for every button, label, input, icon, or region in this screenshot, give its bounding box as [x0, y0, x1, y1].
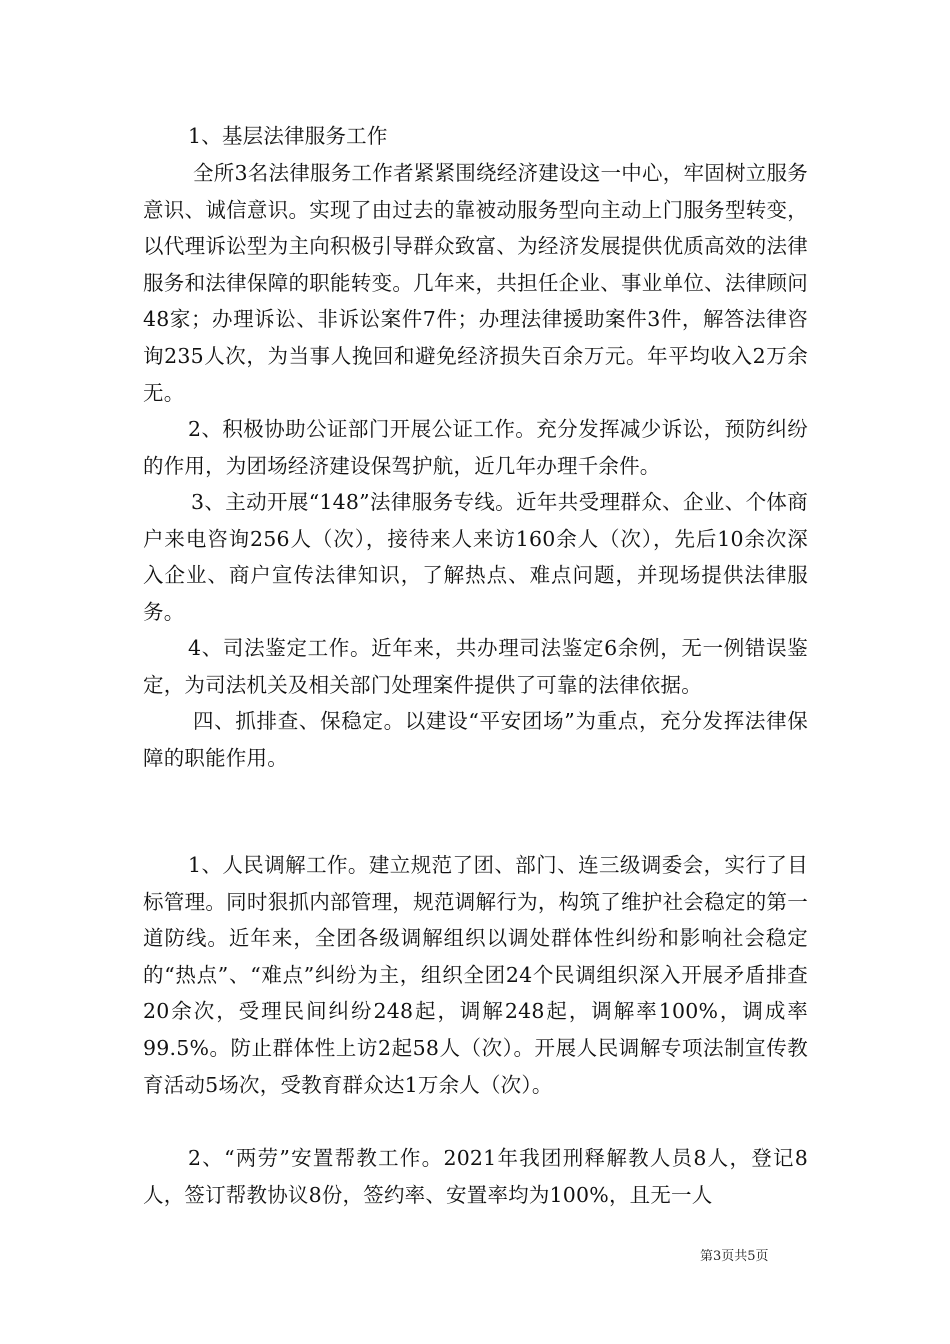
paragraph-1: 1、基层法律服务工作	[188, 124, 388, 148]
paragraph-7: 1、人民调解工作。建立规范了团、部门、连三级调委会，实行了目标管理。同时狠抓内部管理，规范调解行为，构筑了维护社会稳定的第一道防线。近年来，全团各级调解组织以调处群体性纠纷和影响社会稳定的“热点”、“难点”纠纷为主，组织全团24个民调组织深入开展矛盾排查20余次，受理民间纠纷248起，调解248起，调解率100%，调成率99.5%。防止群体性上访2起58人（次）。开展人民调解专项法制宣传教育活动5场次，受教育群众达1万余人（次）。	[143, 853, 808, 1097]
paragraph-8: 2、“两劳”安置帮教工作。2021年我团刑释解教人员8人，登记8人，签订帮教协议8份，签约率、安置率均为100%，且无一人	[143, 1146, 808, 1207]
paragraph-4: 3、主动开展“148”法律服务专线。近年共受理群众、企业、个体商户来电咨询256人（次），接待来人来访160余人（次），先后10余次深入企业、商户宣传法律知识，了解热点、难点问题，并现场提供法律服务。	[143, 490, 808, 624]
paragraph-6: 四、抓排查、保稳定。以建设“平安团场”为重点，充分发挥法律保障的职能作用。	[143, 709, 808, 770]
paragraph-2: 全所3名法律服务工作者紧紧围绕经济建设这一中心，牢固树立服务意识、诚信意识。实现了由过去的靠被动服务型向主动上门服务型转变，以代理诉讼型为主向积极引导群众致富、为经济发展提供优质高效的法律服务和法律保障的职能转变。几年来，共担任企业、事业单位、法律顾问48家；办理诉讼、非诉讼案件7件；办理法律援助案件3件，解答法律咨询235人次，为当事人挽回和避免经济损失百余万元。年平均收入2万余无。	[143, 161, 808, 405]
paragraph-3: 2、积极协助公证部门开展公证工作。充分发挥减少诉讼，预防纠纷的作用，为团场经济建设保驾护航，近几年办理千余件。	[143, 417, 808, 478]
paragraph-5: 4、司法鉴定工作。近年来，共办理司法鉴定6余例，无一例错误鉴定，为司法机关及相关部门处理案件提供了可靠的法律依据。	[143, 636, 808, 697]
page-number-footer: 第3页共5页	[700, 1249, 769, 1264]
